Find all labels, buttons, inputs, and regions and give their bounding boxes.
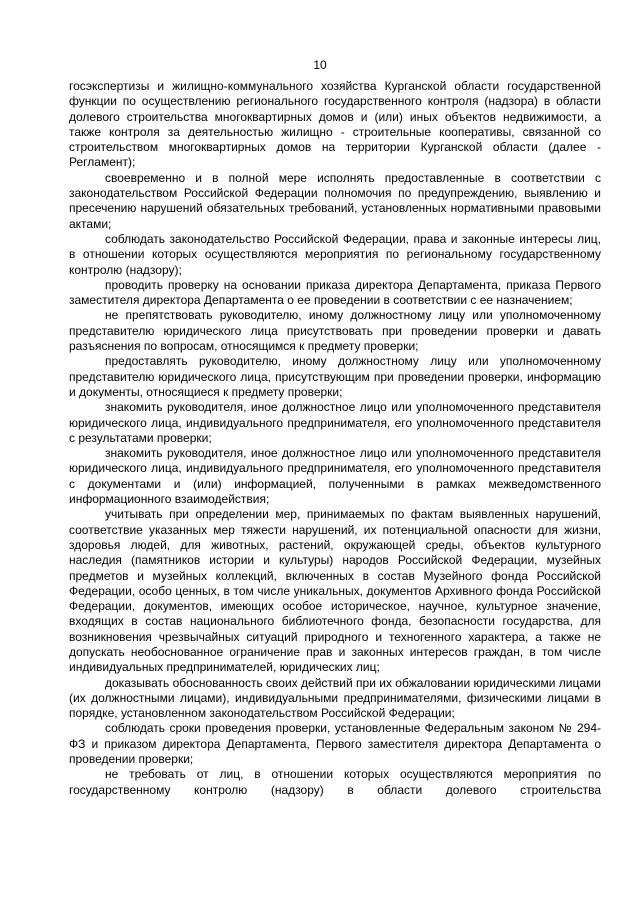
paragraph-exercise-powers: своевременно и в полной мере исполнять предоставленные в соответствии с законодательством Российской Федерации полномочия по предупреждению, выявлению и пресечению нарушений обязательных требований, установленных нормативными правовыми актами; bbox=[69, 170, 601, 231]
paragraph-observe-legislation: соблюдать законодательство Российской Федерации, права и законные интересы лиц, в отношении которых осуществляются мероприятия по региональному государственному контролю (надзору); bbox=[69, 231, 601, 277]
paragraph-provide-information: предоставлять руководителю, иному должностному лицу или уполномоченному представителю юридического лица, присутствующим при проведении проверки, информацию и документы, относящиеся к предмету проверки; bbox=[69, 354, 601, 399]
paragraph-acquaint-results: знакомить руководителя, иное должностное лицо или уполномоченного представителя юридического лица, индивидуального предпринимателя, его уполномоченного представителя с результатами проверки; bbox=[69, 400, 601, 445]
body-text bbox=[69, 79, 601, 798]
paragraph-conduct-inspection: проводить проверку на основании приказа директора Департамента, приказа Первого заместителя директора Департамента о ее проведении в соответствии с ее назначением; bbox=[69, 277, 601, 308]
paragraph-regulation-continuation: госэкспертизы и жилищно-коммунального хозяйства Курганской области государственной функции по осуществлению регионального государственного контроля (надзора) в области долевого строительства многоквартирных домов и (или) иных объектов недвижимости, а также контроля за деятельностью жилищно - строительные кооперативы, связанной со строительством многоквартирных домов на территории Курганской области (далее - Регламент); bbox=[69, 79, 601, 170]
paragraph-prove-validity: доказывать обоснованность своих действий при их обжаловании юридическими лицами (их должностными лицами), индивидуальными предпринимателями, физическими лицами в порядке, установленном законодательством Российской Федерации; bbox=[69, 675, 601, 721]
page-number: 10 bbox=[313, 58, 327, 72]
paragraph-consider-measures: учитывать при определении мер, принимаемых по фактам выявленных нарушений, соответствие указанных мер тяжести нарушений, их потенциальной опасности для жизни, здоровья людей, для животных, растений, окружающей среды, объектов культурного наследия (памятников истории и культуры) народов Российской Федерации, музейных предметов и музейных коллекций, включенных в состав Музейного фонда Российской Федерации, особо ценных, в том числе уникальных, документов Архивного фонда Российской Федерации, документов, имеющих особое историческое, научное, культурное значение, входящих в состав национального библиотечного фонда, безопасности государства, для возникновения чрезвычайных ситуаций природного и техногенного характера, а также не допускать необоснованное ограничение прав и законных интересов граждан, в том числе индивидуальных предпринимателей, юридических лиц; bbox=[69, 507, 601, 675]
paragraph-observe-deadlines: соблюдать сроки проведения проверки, установленные Федеральным законом № 294-ФЗ и приказом директора Департамента, Первого заместителя директора Департамента о проведении проверки; bbox=[69, 721, 601, 767]
paragraph-acquaint-documents: знакомить руководителя, иное должностное лицо или уполномоченного представителя юридического лица, индивидуального предпринимателя, его уполномоченного представителя с документами и (или) информацией, полученными в рамках межведомственного информационного взаимодействия; bbox=[69, 446, 601, 507]
paragraph-not-obstruct: не препятствовать руководителю, иному должностному лицу или уполномоченному представителю юридического лица присутствовать при проведении проверки и давать разъяснения по вопросам, относящимся к предмету проверки; bbox=[69, 308, 601, 354]
paragraph-not-require: не требовать от лиц, в отношении которых осуществляются мероприятия по государственному контролю (надзору) в области долевого строительства bbox=[69, 767, 601, 797]
